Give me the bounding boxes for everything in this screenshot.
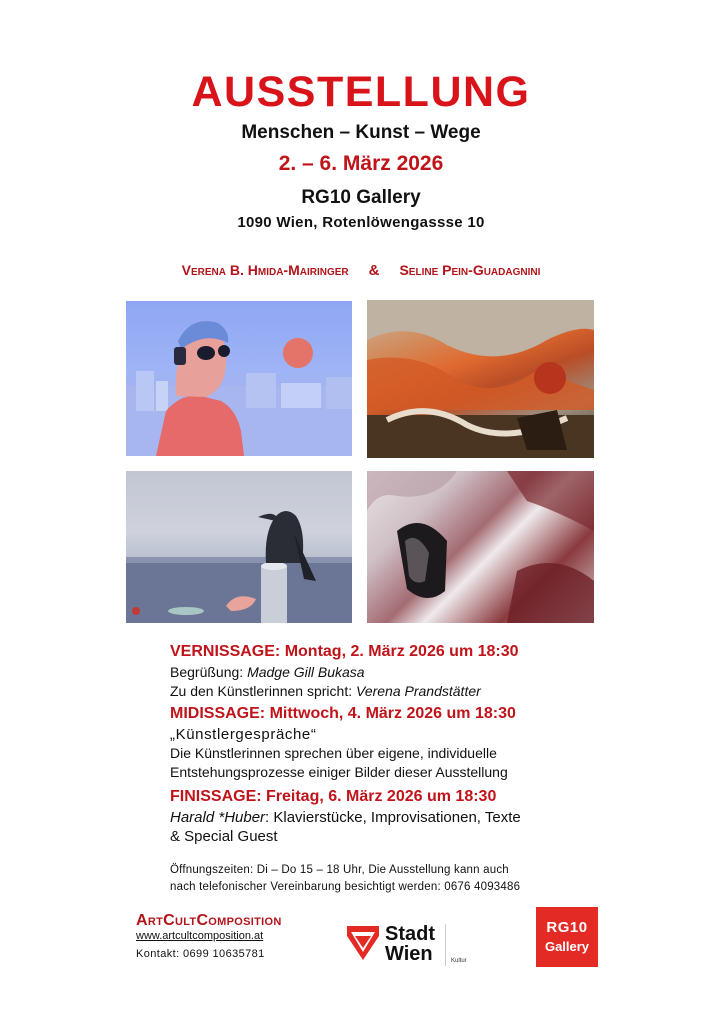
wien-shield-icon xyxy=(347,926,379,962)
program-text: : Klavierstücke, Improvisationen, Texte xyxy=(265,809,521,826)
speaker-name: Verena Prandstätter xyxy=(356,683,481,699)
poster-subtitle: Menschen – Kunst – Wege xyxy=(241,122,481,143)
midissage-text: Die Künstlerinnen sprechen über eigene, individuelle xyxy=(170,745,497,761)
exhibition-dates: 2. – 6. März 2026 xyxy=(278,152,444,175)
rg10-logo-line: RG10 xyxy=(546,919,588,936)
rg10-logo-line: Gallery xyxy=(544,939,590,954)
hours-line: nach telefonischer Vereinbarung besichtigt werden: 0676 4093486 xyxy=(170,881,521,893)
wien-line: Stadt xyxy=(385,923,435,945)
finissage-heading: FINISSAGE: Freitag, 6. März 2026 um 18:30 xyxy=(170,788,497,805)
wien-wordmark xyxy=(385,924,435,964)
midissage-quote: „Künstlergespräche“ xyxy=(170,726,317,743)
finissage-program xyxy=(170,808,640,827)
vernissage-heading: VERNISSAGE: Montag, 2. März 2026 um 18:30 xyxy=(170,643,519,660)
artcultcomposition-logo xyxy=(136,912,296,960)
greeting-name: Madge Gill Bukasa xyxy=(247,664,365,680)
events-section xyxy=(170,641,640,846)
artist-name: Seline Pein-Guadagnini xyxy=(399,262,541,278)
artwork-image xyxy=(126,301,352,456)
finissage-program-cont: & Special Guest xyxy=(170,828,278,845)
acc-contact: Kontakt: 0699 10635781 xyxy=(136,948,265,960)
artwork-image xyxy=(126,471,352,623)
stadt-wien-logo xyxy=(345,922,485,970)
midissage-heading: MIDISSAGE: Mittwoch, 4. März 2026 um 18:30 xyxy=(170,705,516,722)
acc-website-link[interactable]: www.artcultcomposition.at xyxy=(136,930,264,942)
acc-name: ArtCultComposition xyxy=(136,912,282,929)
poster-title: AUSSTELLUNG xyxy=(191,68,531,116)
artists-line xyxy=(0,262,722,279)
vernissage-greeting xyxy=(170,663,640,682)
wien-line: Wien xyxy=(385,943,433,965)
rg10-logo xyxy=(536,907,598,967)
artwork-image xyxy=(367,300,594,458)
hours-line: Öffnungszeiten: Di – Do 15 – 18 Uhr, Die Ausstellung kann auch xyxy=(170,864,509,876)
greeting-label: Begrüßung: xyxy=(170,664,248,680)
performer-name: Harald *Huber xyxy=(170,809,266,826)
artwork-image xyxy=(367,471,594,623)
midissage-text: Entstehungsprozesse einiger Bilder dieser Ausstellung xyxy=(170,764,508,780)
gallery-address: 1090 Wien, Rotenlöwengassse 10 xyxy=(237,214,485,231)
vernissage-speaker xyxy=(170,682,640,701)
ampersand: & xyxy=(368,262,380,279)
opening-hours xyxy=(170,862,590,896)
divider xyxy=(445,924,446,966)
wien-kultur-label: Kultur xyxy=(451,958,467,964)
gallery-name: RG10 Gallery xyxy=(301,187,421,208)
artist-name: Verena B. Hmida-Mairinger xyxy=(181,262,349,278)
speaker-label: Zu den Künstlerinnen spricht: xyxy=(170,683,356,699)
